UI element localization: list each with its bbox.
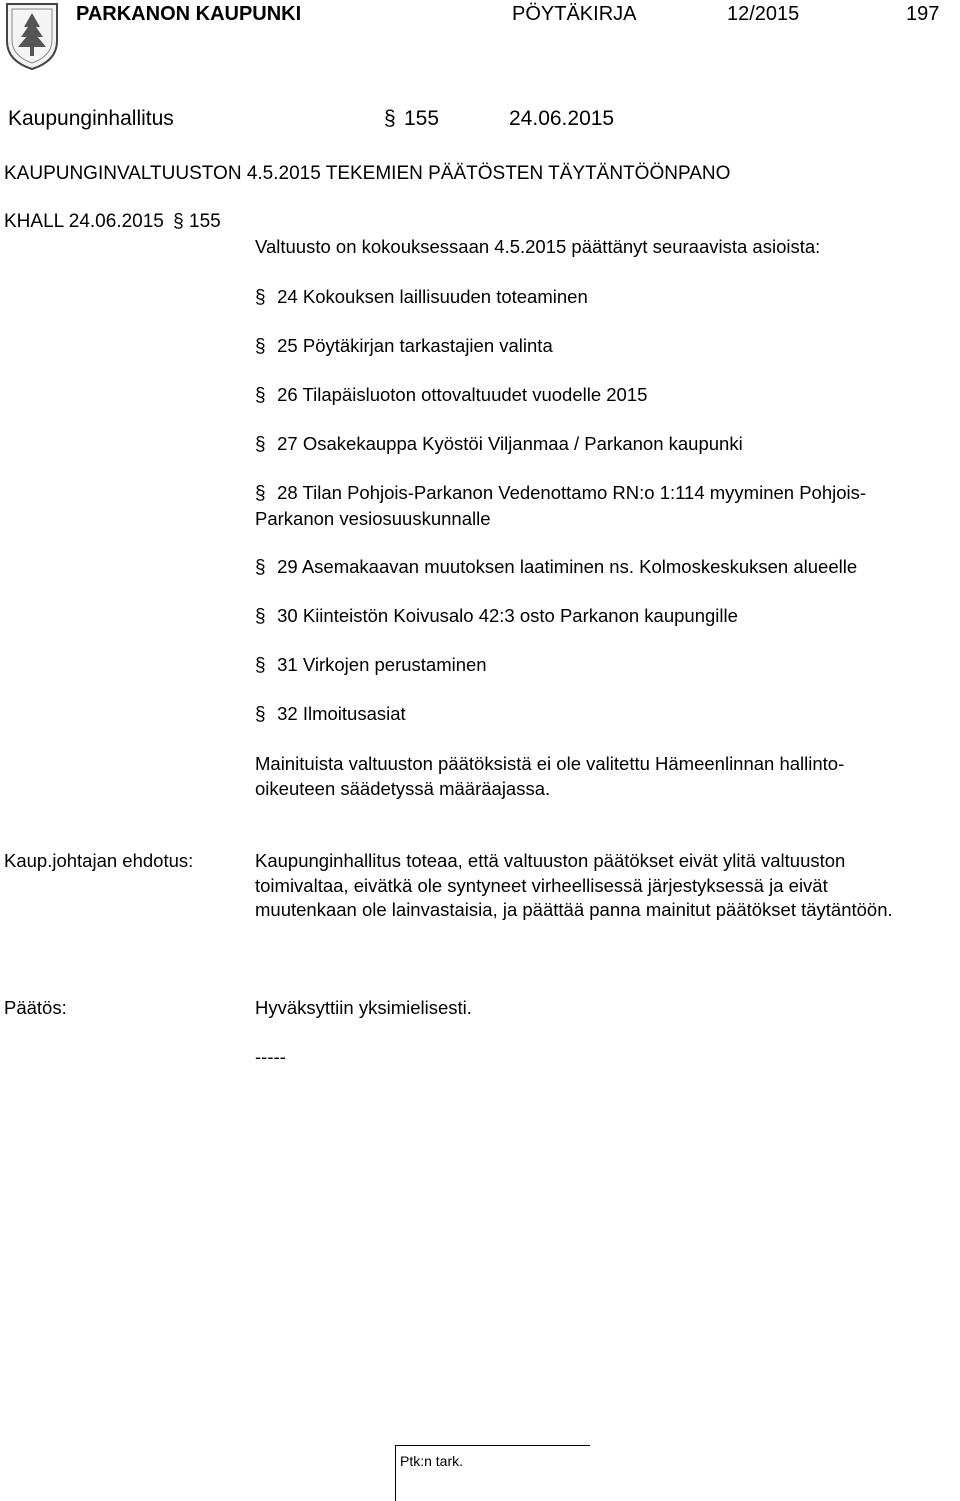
list-item: [255, 702, 406, 728]
item-text: 25 Pöytäkirjan tarkastajien valinta: [277, 335, 553, 356]
list-item: [255, 285, 588, 311]
item-text: 29 Asemakaavan muutoksen laatiminen ns. Kolmoskeskuksen alueelle: [277, 556, 858, 577]
footer-divider: [395, 1445, 590, 1446]
proposal-text: Kaupunginhallitus toteaa, että valtuuston päätökset eivät ylitä valtuuston toimivaltaa, eivätkä ole syntyneet virheellisessä järjestyksessä ja eivät muutenkaan ole lainvastaisia, ja päättää panna mainitut päätökset täytäntöön.: [255, 850, 893, 920]
section-symbol: §: [255, 557, 266, 578]
document-title: KAUPUNGINVALTUUSTON 4.5.2015 TEKEMIEN PÄÄTÖSTEN TÄYTÄNTÖÖNPANO: [4, 163, 731, 184]
proposal-label: Kaup.johtajan ehdotus:: [4, 850, 194, 871]
section-symbol: §: [255, 655, 266, 676]
intro-text: Valtuusto on kokouksessaan 4.5.2015 päättänyt seuraavista asioista:: [255, 236, 821, 257]
section-symbol: §: [255, 483, 266, 504]
section-symbol: §: [255, 336, 266, 357]
meeting-body: Kaupunginhallitus: [8, 107, 174, 130]
footer-box-edge: [395, 1445, 396, 1501]
item-text: 28 Tilan Pohjois-Parkanon Vedenottamo RN:o 1:114 myyminen Pohjois-Parkanon vesiosuuskunnalle: [255, 482, 867, 529]
list-item: [255, 383, 647, 409]
section-symbol: §: [255, 434, 266, 455]
document-number: 12/2015: [727, 3, 800, 25]
list-item: [255, 653, 487, 679]
meeting-date: 24.06.2015: [509, 107, 615, 130]
section-symbol: §: [255, 385, 266, 406]
list-item: [255, 432, 743, 458]
item-text: 27 Osakekauppa Kyöstöi Viljanmaa / Parkanon kaupunki: [277, 433, 743, 454]
organization-name: PARKANON KAUPUNKI: [76, 3, 302, 25]
item-text: 31 Virkojen perustaminen: [277, 654, 487, 675]
item-text: 30 Kiinteistön Koivusalo 42:3 osto Parkanon kaupungille: [277, 605, 738, 626]
section-symbol: §: [384, 107, 396, 130]
item-text: 26 Tilapäisluoton ottovaltuudet vuodelle 2015: [277, 384, 648, 405]
appeal-note: Mainituista valtuuston päätöksistä ei ole valitettu Hämeenlinnan hallinto-oikeuteen säädetyssä määräajassa.: [255, 753, 845, 799]
list-item: [255, 481, 905, 531]
section-number: 155: [404, 107, 440, 130]
section-symbol: §: [255, 287, 266, 308]
page-number: 197: [906, 3, 940, 25]
decision-label: Päätös:: [4, 997, 67, 1018]
item-text: 24 Kokouksen laillisuuden toteaminen: [277, 286, 588, 307]
section-symbol: §: [173, 211, 184, 232]
decision-text: Hyväksyttiin yksimielisesti.: [255, 997, 472, 1018]
minutes-checker-label: Ptk:n tark.: [400, 1453, 464, 1469]
list-item: [255, 604, 738, 630]
list-item: [255, 334, 553, 360]
reference-section-number: 155: [189, 211, 221, 232]
list-item: [255, 555, 857, 581]
reference-text: KHALL 24.06.2015: [4, 211, 164, 232]
section-symbol: §: [255, 704, 266, 725]
item-text: 32 Ilmoitusasiat: [277, 703, 406, 724]
section-symbol: §: [255, 606, 266, 627]
coat-of-arms-icon: [4, 1, 60, 71]
reference-line: [4, 210, 221, 234]
end-marker: -----: [255, 1046, 286, 1067]
document-type: PÖYTÄKIRJA: [512, 3, 637, 25]
